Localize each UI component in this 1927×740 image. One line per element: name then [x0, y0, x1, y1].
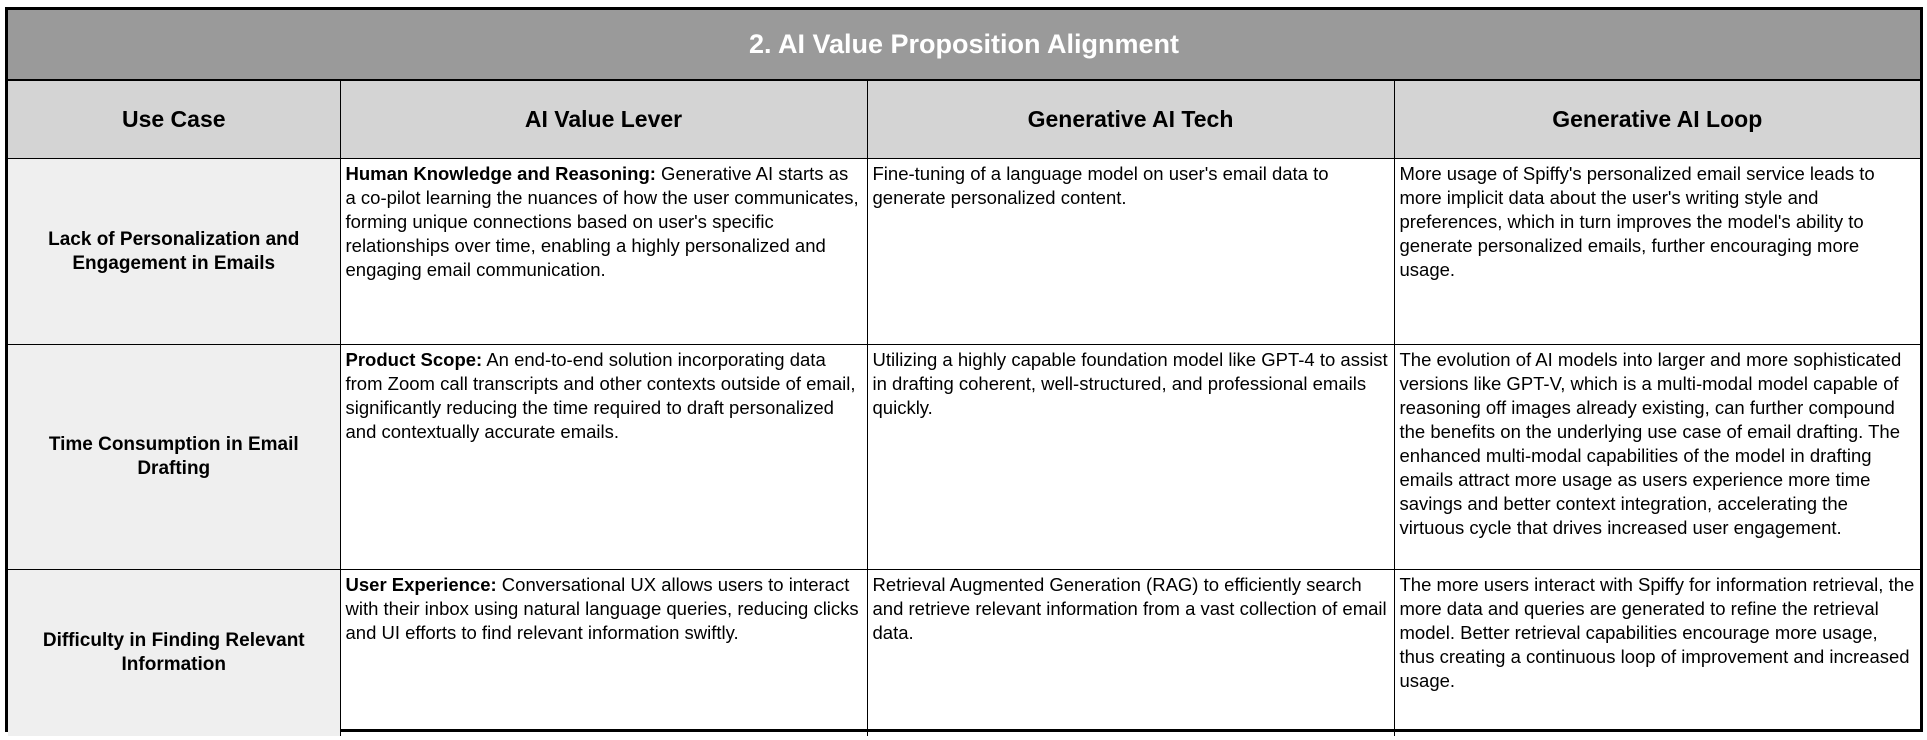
ai-value-lever-cell — [340, 159, 867, 345]
header-ai-value-lever: AI Value Lever — [340, 81, 867, 159]
alignment-table — [8, 81, 1920, 736]
table-row — [8, 570, 1920, 736]
lever-label: Human Knowledge and Reasoning: — [345, 163, 656, 184]
generative-ai-tech-cell: Utilizing a highly capable foundation model like GPT-4 to assist in drafting coherent, well-structured, and professional emails quickly. — [867, 345, 1394, 570]
alignment-table-frame — [5, 7, 1923, 732]
table-row — [8, 159, 1920, 345]
lever-label: Product Scope: — [345, 349, 483, 370]
generative-ai-tech-cell: Fine-tuning of a language model on user's email data to generate personalized content. — [867, 159, 1394, 345]
use-case-cell: Time Consumption in Email Drafting — [8, 345, 340, 570]
generative-ai-loop-cell: The more users interact with Spiffy for information retrieval, the more data and queries are generated to refine the retrieval model. Better retrieval capabilities encourage more usage, thus creating a continuous loop of improvement and increased usage. — [1394, 570, 1920, 736]
lever-text: An end-to-end solution incorporating data from Zoom call transcripts and other contexts outside of email, significantly reducing the time required to draft personalized and contextually accurate emails. — [345, 349, 856, 442]
ai-value-lever-cell — [340, 345, 867, 570]
lever-text: Generative AI starts as a co-pilot learning the nuances of how the user communicates, forming unique connections based on user's specific relationships over time, enabling a highly personalized and engaging email communication. — [345, 163, 859, 280]
header-generative-ai-tech: Generative AI Tech — [867, 81, 1394, 159]
generative-ai-loop-cell: The evolution of AI models into larger and more sophisticated versions like GPT-V, which is a multi-modal model capable of reasoning off images already existing, can further compound the benefits on the underlying use case of email drafting. The enhanced multi-modal capabilities of the model in drafting emails attract more usage as users experience more time savings and better context integration, accelerating the virtuous cycle that drives increased user engagement. — [1394, 345, 1920, 570]
table-title: 2. AI Value Proposition Alignment — [8, 10, 1920, 81]
use-case-cell: Lack of Personalization and Engagement in Emails — [8, 159, 340, 345]
use-case-cell: Difficulty in Finding Relevant Information — [8, 570, 340, 736]
lever-label: User Experience: — [345, 574, 497, 595]
table-row — [8, 345, 1920, 570]
generative-ai-loop-cell: More usage of Spiffy's personalized email service leads to more implicit data about the user's writing style and preferences, which in turn improves the model's ability to generate personalized emails, further encouraging more usage. — [1394, 159, 1920, 345]
header-use-case: Use Case — [8, 81, 340, 159]
header-row — [8, 81, 1920, 159]
generative-ai-tech-cell: Retrieval Augmented Generation (RAG) to efficiently search and retrieve relevant information from a vast collection of email data. — [867, 570, 1394, 736]
header-generative-ai-loop: Generative AI Loop — [1394, 81, 1920, 159]
ai-value-lever-cell — [340, 570, 867, 736]
lever-text: Conversational UX allows users to interact with their inbox using natural language queries, reducing clicks and UI efforts to find relevant information swiftly. — [345, 574, 859, 643]
